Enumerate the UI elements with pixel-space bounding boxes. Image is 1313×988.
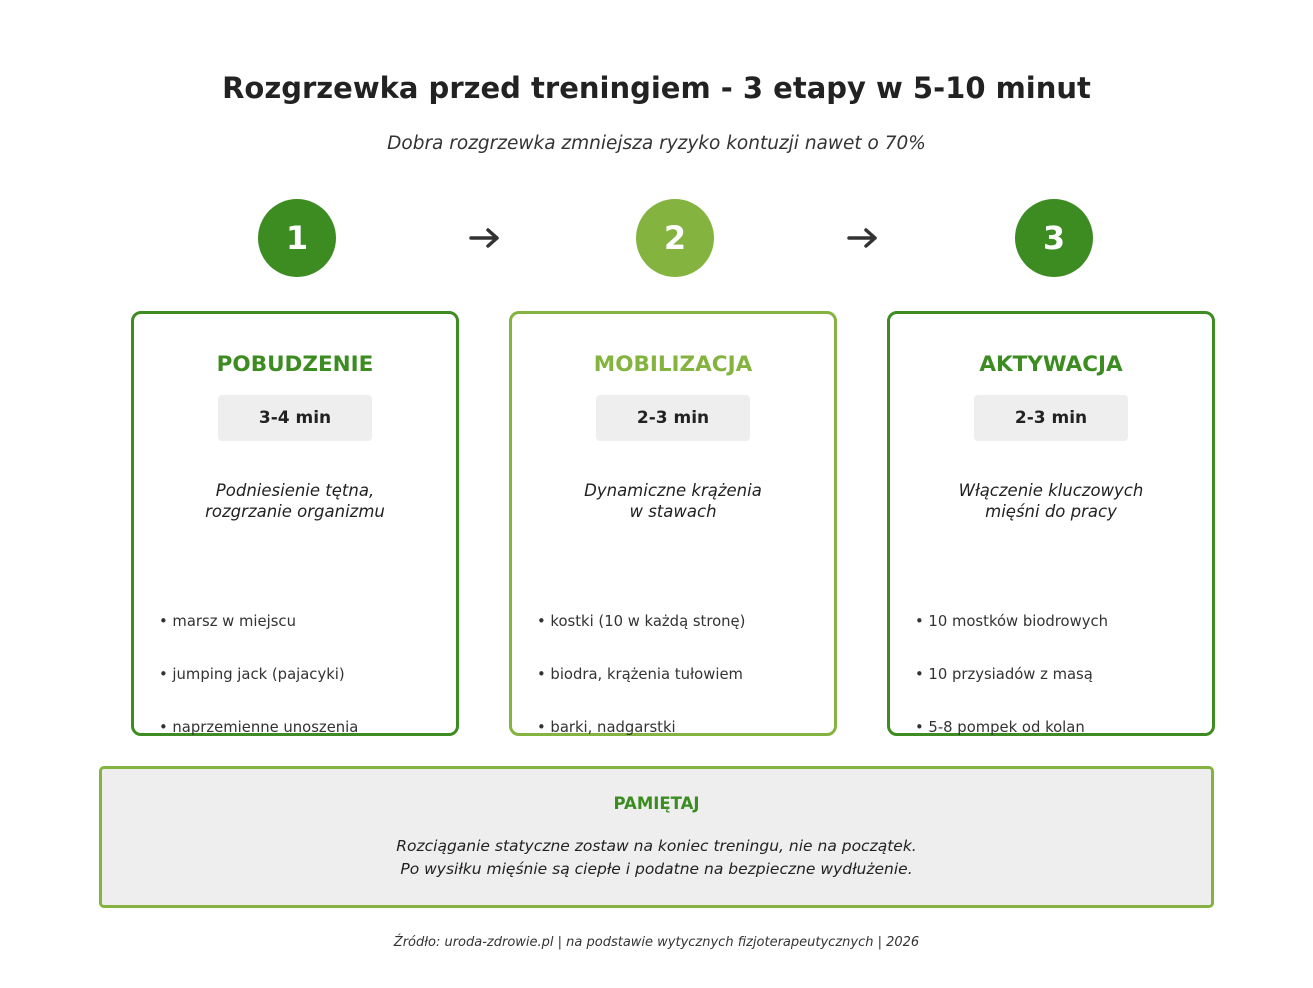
arrow-right-icon [846,226,880,250]
card-description [144,480,446,522]
description-line: Włączenie kluczowych [958,481,1144,500]
page-subtitle: Dobra rozgrzewka zmniejsza ryzyko kontuzji nawet o 70% [387,133,926,154]
description-line: w stawach [629,502,717,521]
step-2-circle: 2 [636,199,714,277]
reminder-line: Po wysiłku mięśnie są ciepłe i podatne na bezpieczne wydłużenie. [400,860,913,878]
duration-badge: 2-3 min [974,395,1128,441]
reminder-title: PAMIĘTAJ [613,794,700,813]
card-title: POBUDZENIE [216,352,374,377]
reminder-line: Rozciąganie statyczne zostaw na koniec treningu, nie na początek. [396,837,917,855]
card-description [900,480,1202,522]
step-card-mobilizacja [509,311,837,736]
list-item: • barki, nadgarstki [537,718,676,736]
arrow-right-icon [468,226,502,250]
description-line: rozgrzanie organizmu [205,502,385,521]
card-description [522,480,824,522]
list-item: • kostki (10 w każdą stronę) [537,613,746,631]
list-item: • 5-8 pompek od kolan [915,718,1085,736]
reminder-box [99,766,1214,908]
step-3-circle: 3 [1015,199,1093,277]
step-card-aktywacja [887,311,1215,736]
list-item: • 10 mostków biodrowych [915,613,1108,631]
duration-badge: 2-3 min [596,395,750,441]
duration-badge: 3-4 min [218,395,372,441]
step-1-circle: 1 [258,199,336,277]
list-item: • naprzemienne unoszenia [159,718,359,736]
list-item: • biodra, krążenia tułowiem [537,665,743,683]
list-item: • jumping jack (pajacyki) [159,665,345,683]
description-line: Dynamiczne krążenia [584,481,762,500]
description-line: Podniesienie tętna, [215,481,375,500]
list-item: • 10 przysiadów z masą [915,665,1093,683]
card-title: MOBILIZACJA [593,352,753,377]
card-title: AKTYWACJA [979,352,1123,377]
source-note: Źródło: uroda-zdrowie.pl | na podstawie wytycznych fizjoterapeutycznych | 2026 [393,935,920,950]
description-line: mięśni do pracy [985,502,1117,521]
list-item: • marsz w miejscu [159,613,296,631]
page-title: Rozgrzewka przed treningiem - 3 etapy w 5-10 minut [222,71,1091,105]
step-card-pobudzenie [131,311,459,736]
reminder-text [102,835,1211,881]
